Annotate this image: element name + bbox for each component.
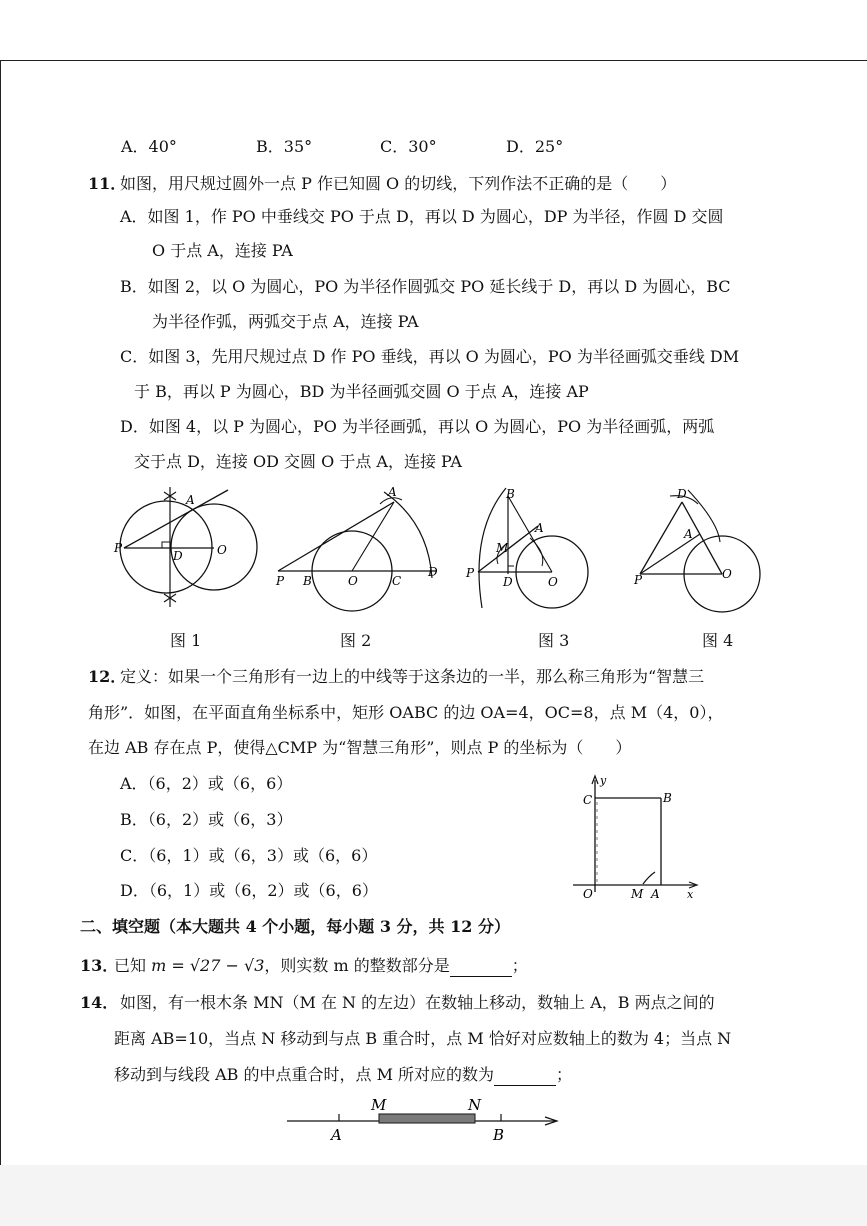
figure-2-diagram <box>270 482 450 612</box>
q12-line1: 定义：如果一个三角形有一边上的中线等于这条边的一半，那么称三角形为“智慧三 <box>120 667 705 686</box>
fig3-label-o: O <box>548 575 558 589</box>
q10-option-a: A．40° <box>121 137 177 156</box>
fig2-label-b: B <box>303 574 312 588</box>
graph-label-y: y <box>600 774 607 787</box>
fig4-label-p: P <box>634 573 643 587</box>
axis-label-b: B <box>493 1126 505 1144</box>
q10-option-b: B．35° <box>256 137 313 156</box>
q12-option-b: B．（6，2）或（6，3） <box>120 810 293 829</box>
q13-prefix: 已知 <box>114 956 147 975</box>
fig3-label-m: M <box>496 541 509 555</box>
q11-option-c-line2: 于 B，再以 P 为圆心，BD 为半径画弧交圆 O 于点 A，连接 AP <box>134 382 589 401</box>
axis-label-m: M <box>371 1096 387 1114</box>
graph-label-c: C <box>583 793 593 807</box>
q10-option-c: C．30° <box>380 137 437 156</box>
figure-1-caption: 图 1 <box>170 631 202 650</box>
q11-option-d-line1: D．如图 4，以 P 为圆心，PO 为半径画弧，再以 O 为圆心，PO 为半径画弧，两弧 <box>120 417 715 436</box>
q14-end: ； <box>556 1065 573 1084</box>
section-fill-in-heading: 二、填空题（本大题共 4 个小题，每小题 3 分，共 12 分） <box>80 917 510 936</box>
q14-line3 <box>114 1064 572 1086</box>
fig4-label-a: A <box>684 527 693 541</box>
fig3-label-p: P <box>466 566 475 580</box>
q12-line3: 在边 AB 存在点 P，使得△CMP 为“智慧三角形”，则点 P 的坐标为（ ） <box>88 738 632 757</box>
figure-3-caption: 图 3 <box>538 631 570 650</box>
q11-option-b-line1: B．如图 2，以 O 为圆心，PO 为半径作圆弧交 PO 延长线于 D，再以 D 为圆心，BC <box>120 277 731 296</box>
fig1-label-o: O <box>217 543 227 557</box>
q12-coordinate-graph <box>565 772 705 902</box>
page-bottom-margin <box>0 1165 867 1226</box>
q13-suffix: ，则实数 m 的整数部分是 <box>264 956 450 975</box>
q13-formula: m = √27 − √3 <box>151 956 265 975</box>
fig1-label-a: A <box>186 493 195 507</box>
q11-option-a-line2: O 于点 A，连接 PA <box>152 241 293 260</box>
q10-option-d: D．25° <box>506 137 564 156</box>
q14-number-line <box>285 1096 575 1146</box>
q12-option-a: A．（6，2）或（6，6） <box>120 774 293 793</box>
figure-4-diagram <box>630 482 770 612</box>
fig4-label-o: O <box>722 567 732 581</box>
graph-label-b: B <box>663 791 672 805</box>
graph-label-o: O <box>583 887 593 901</box>
axis-label-n: N <box>468 1096 482 1114</box>
q14-number: 14． <box>80 993 119 1012</box>
q14-line3-text: 移动到与线段 AB 的中点重合时，点 M 所对应的数为 <box>114 1065 495 1084</box>
q14-line2: 距离 AB=10，当点 N 移动到与点 B 重合时，点 M 恰好对应数轴上的数为 4；当点 N <box>114 1029 732 1048</box>
fig2-label-o: O <box>348 574 358 588</box>
fig3-label-b: B <box>506 487 515 501</box>
axis-label-a: A <box>331 1126 342 1144</box>
figure-4-caption: 图 4 <box>702 631 734 650</box>
q11-option-a-line1: A．如图 1，作 PO 中垂线交 PO 于点 D，再以 D 为圆心，DP 为半径，作圆 D 交圆 <box>120 207 724 226</box>
q11-number: 11． <box>88 174 127 193</box>
q12-option-c: C．（6，1）或（6，3）或（6，6） <box>120 846 378 865</box>
graph-label-m: M <box>631 887 644 901</box>
q11-option-c-line1: C．如图 3，先用尺规过点 D 作 PO 垂线，再以 O 为圆心，PO 为半径画弧交垂线 DM <box>120 347 740 366</box>
fig1-label-d: D <box>173 549 183 563</box>
q11-option-b-line2: 为半径作弧，两弧交于点 A，连接 PA <box>152 312 419 331</box>
q12-line2: 角形”．如图，在平面直角坐标系中，矩形 OABC 的边 OA=4，OC=8，点 M（4，0）， <box>88 703 724 722</box>
q14-line1: 如图，有一根木条 MN（M 在 N 的左边）在数轴上移动，数轴上 A，B 两点之间的 <box>120 993 715 1012</box>
figure-3-diagram <box>462 482 602 612</box>
q12-number: 12． <box>88 667 127 686</box>
fig3-label-d: D <box>503 575 513 589</box>
q13-number: 13． <box>80 956 119 975</box>
q14-answer-blank[interactable] <box>494 1069 556 1086</box>
graph-label-a: A <box>651 887 660 901</box>
figure-2-caption: 图 2 <box>340 631 372 650</box>
fig2-label-p: P <box>276 574 285 588</box>
q13-end: ； <box>511 956 528 975</box>
fig4-label-d: D <box>677 487 687 501</box>
fig1-label-p: P <box>114 541 123 555</box>
q13-answer-blank[interactable] <box>450 960 512 977</box>
q11-stem: 如图，用尺规过圆外一点 P 作已知圆 O 的切线，下列作法不正确的是（ ） <box>120 174 677 193</box>
fig3-label-a: A <box>535 521 544 535</box>
graph-label-x: x <box>687 888 694 901</box>
figure-1-diagram <box>110 482 270 612</box>
fig2-label-a: A <box>388 485 397 499</box>
fig2-label-d: D <box>428 565 438 579</box>
q13-stem <box>114 955 528 977</box>
q11-option-d-line2: 交于点 D，连接 OD 交圆 O 于点 A，连接 PA <box>134 452 462 471</box>
fig2-label-c: C <box>392 574 402 588</box>
q12-option-d: D．（6，1）或（6，2）或（6，6） <box>120 881 378 900</box>
wooden-stick-mn <box>379 1114 475 1123</box>
